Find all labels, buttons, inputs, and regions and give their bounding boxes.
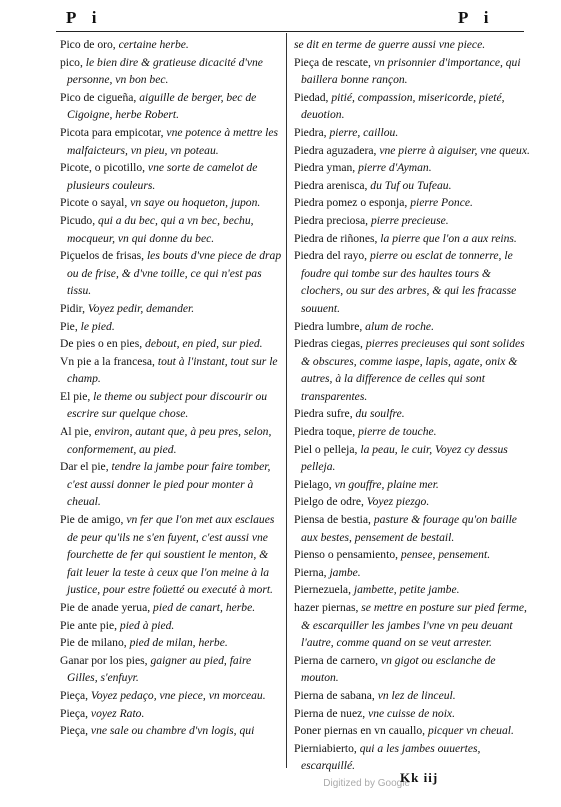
entry-headword: Pie de anade yerua, — [60, 601, 151, 614]
entry-definition: la peau, le cuir, Voyez cy dessus pelleja. — [301, 442, 508, 474]
entry-headword: Piçuelos de frisas, — [60, 249, 145, 263]
entry-headword: Piedra arenisca, — [294, 178, 368, 192]
entry-headword: Picote o sayal, — [60, 196, 128, 210]
entry-definition: picquer vn cheual. — [427, 724, 514, 738]
dictionary-entry — [294, 36, 532, 54]
entry-definition: le theme ou subject pour discourir ou escrire sur quelque chose. — [67, 389, 268, 421]
entry-headword: Pieça de rescate, — [294, 55, 371, 69]
dictionary-entry — [60, 634, 282, 652]
dictionary-entry — [294, 722, 532, 740]
entry-headword: Piedra yman, — [294, 161, 356, 175]
entry-headword: Pierna de carnero, — [294, 653, 379, 667]
dictionary-entry — [60, 599, 282, 617]
entry-definition: vne sale ou chambre d'vn logis, qui — [90, 724, 255, 738]
dictionary-entry — [294, 476, 532, 494]
entry-headword: Piensa de bestia, — [294, 513, 371, 527]
entry-headword: Vn pie a la francesa, — [60, 354, 155, 368]
dictionary-entry — [294, 493, 532, 511]
dictionary-entry — [294, 194, 532, 212]
entry-headword: Pie ante pie, — [60, 618, 117, 632]
dictionary-entry — [294, 124, 532, 142]
entry-definition: vn lez de linceul. — [377, 688, 456, 702]
entry-headword: Piedra del rayo, — [294, 249, 368, 263]
dictionary-entry — [60, 423, 282, 458]
entry-definition: tendre la jambe pour faire tomber, c'est aussi donner le pied pour monter à cheual. — [67, 460, 271, 509]
dictionary-entry — [60, 511, 282, 599]
entry-headword: De pies o en pies, — [60, 337, 143, 351]
entry-definition: vne potence à mettre les malfaicteurs, vn pieu, vn poteau. — [67, 125, 279, 157]
dictionary-entry — [294, 705, 532, 723]
entry-headword: Pierniabierto, — [294, 741, 357, 755]
dictionary-entry — [60, 36, 282, 54]
right-column — [294, 36, 532, 775]
column-divider — [286, 33, 287, 768]
entry-headword: Piedras ciegas, — [294, 337, 363, 351]
dictionary-entry — [60, 159, 282, 194]
dictionary-entry — [60, 687, 282, 705]
entry-definition: vne sorte de camelot de plusieurs couleurs. — [67, 161, 258, 192]
entry-definition: alum de roche. — [365, 319, 434, 333]
entry-headword: Piedra pomez o esponja, — [294, 196, 408, 210]
entry-definition: pitié, compassion, misericorde, pieté, deuotion. — [301, 90, 505, 122]
entry-headword: Piedra toque, — [294, 425, 356, 439]
dictionary-entry — [294, 423, 532, 441]
entry-headword: Pieça, — [60, 706, 89, 720]
entry-definition: vn gigot ou esclanche de mouton. — [301, 653, 496, 685]
entry-headword: Pierna de nuez, — [294, 706, 366, 720]
entry-definition: qui a du bec, qui a vn bec, bechu, mocqueur, vn qui donne du bec. — [67, 213, 254, 245]
entry-headword: Piel o pelleja, — [294, 442, 358, 456]
dictionary-entry — [294, 212, 532, 230]
entry-headword: Pie, — [60, 319, 78, 333]
entry-headword: Pienso o pensamiento, — [294, 548, 399, 562]
digitized-note: Digitized by Google — [323, 778, 410, 789]
entry-definition: pierre ou esclat de tonnerre, le foudre qui tombe sur des haultes tours & clochers, ou sur des arbres, & qui les fracasse souuent. — [301, 249, 517, 315]
entry-headword: Pielgo de odre, — [294, 495, 364, 509]
entry-headword: pico, — [60, 55, 83, 69]
dictionary-entry — [60, 652, 282, 687]
entry-definition: voyez Rato. — [90, 706, 145, 720]
entry-definition: jambette, petite jambe. — [353, 583, 460, 597]
dictionary-entry — [60, 124, 282, 159]
dictionary-entry — [60, 617, 282, 635]
entry-definition: aiguille de berger, bec de Cigoigne, herbe Robert. — [67, 90, 257, 122]
entry-headword: Piedra sufre, — [294, 407, 353, 421]
dictionary-entry — [294, 159, 532, 177]
entry-headword: Pieça, — [60, 724, 89, 738]
entry-headword: Piedra lumbre, — [294, 319, 363, 333]
header-left: P i — [66, 8, 103, 27]
dictionary-entry — [60, 335, 282, 353]
entry-headword: Picote, o picotillo, — [60, 161, 146, 175]
dictionary-entry — [294, 142, 532, 160]
entry-definition: vne cuisse de noix. — [368, 706, 455, 720]
dictionary-entry — [294, 335, 532, 405]
entry-definition: pasture & fourage qu'on baille aux bestes, pensement de bestail. — [301, 513, 517, 544]
entry-definition: jambe. — [329, 565, 361, 579]
entry-definition: pensee, pensement. — [400, 548, 491, 562]
dictionary-entry — [294, 89, 532, 124]
dictionary-entry — [294, 441, 532, 476]
dictionary-entry — [294, 230, 532, 248]
entry-definition: pierre d'Ayman. — [358, 161, 432, 175]
entry-definition: qui a les jambes ouuertes, escarquillé. — [301, 741, 481, 773]
entry-headword: Piedad, — [294, 90, 329, 104]
left-column — [60, 36, 282, 740]
entry-headword: Pie de milano, — [60, 636, 127, 650]
entry-headword: Picota para empicotar, — [60, 125, 164, 139]
entry-definition: vn prisonnier d'importance, qui baillera bonne rançon. — [301, 55, 521, 87]
entry-definition: se dit en terme de guerre aussi vne piece. — [294, 38, 486, 51]
dictionary-entry — [60, 212, 282, 247]
entry-definition: environ, autant que, à peu pres, selon, conformement, au pied. — [67, 425, 272, 456]
entry-definition: la pierre que l'on a aux reins. — [380, 231, 517, 245]
entry-definition: pierre de touche. — [358, 425, 437, 439]
entry-headword: Pico de cigueña, — [60, 90, 137, 104]
dictionary-entry — [294, 511, 532, 546]
entry-definition: pied à pied. — [119, 618, 175, 632]
entry-definition: le pied. — [80, 319, 115, 333]
dictionary-entry — [60, 54, 282, 89]
entry-definition: pierre precieuse. — [370, 213, 449, 227]
dictionary-entry — [294, 581, 532, 599]
entry-headword: Picudo, — [60, 213, 96, 227]
entry-headword: Al pie, — [60, 425, 92, 439]
dictionary-entry — [294, 546, 532, 564]
entry-headword: El pie, — [60, 389, 91, 403]
entry-headword: Pico de oro, — [60, 38, 116, 51]
dictionary-entry — [294, 652, 532, 687]
entry-headword: Piedra aguzadera, — [294, 143, 377, 157]
entry-headword: Piedra de riñones, — [294, 231, 378, 245]
entry-definition: tout à l'instant, tout sur le champ. — [67, 354, 278, 386]
dictionary-entry — [60, 247, 282, 300]
entry-definition: gaigner au pied, faire Gilles, s'enfuyr. — [67, 653, 252, 685]
entry-definition: pierres precieuses qui sont solides & obscures, comme iaspe, lapis, agate, onix & autres, à la difference de celles qui sont transparentes. — [301, 337, 525, 403]
entry-definition: vne pierre à aiguiser, vne queux. — [379, 143, 530, 157]
signature-mark: Kk iij — [400, 770, 439, 785]
entry-headword: hazer piernas, — [294, 601, 359, 614]
entry-definition: du soulfre. — [355, 407, 405, 421]
entry-definition: Voyez pedaço, vne piece, vn morceau. — [90, 688, 266, 702]
entry-headword: Poner piernas en vn cauallo, — [294, 724, 426, 738]
dictionary-entry — [294, 247, 532, 317]
entry-headword: Pierna de sabana, — [294, 688, 375, 702]
dictionary-entry — [60, 89, 282, 124]
dictionary-entry — [60, 353, 282, 388]
dictionary-entry — [294, 687, 532, 705]
dictionary-entry — [60, 705, 282, 723]
entry-headword: Pierna, — [294, 565, 327, 579]
dictionary-entry — [60, 318, 282, 336]
dictionary-entry — [294, 54, 532, 89]
entry-headword: Pieça, — [60, 688, 89, 702]
entry-definition: certaine herbe. — [118, 38, 189, 51]
header-rule — [56, 31, 524, 32]
dictionary-entry — [60, 300, 282, 318]
entry-definition: debout, en pied, sur pied. — [145, 337, 263, 351]
entry-definition: Voyez piezgo. — [366, 495, 430, 509]
dictionary-entry — [294, 318, 532, 336]
entry-definition: le bien dire & gratieuse dicacité d'vne personne, vn bon bec. — [67, 55, 263, 87]
entry-definition: se mettre en posture sur pied ferme, & escarquiller les jambes l'vne vn peu deuant l'autre, comme quand on se veut arrester. — [301, 601, 527, 650]
entry-definition: vn gouffre, plaine mer. — [334, 477, 439, 491]
entry-headword: Pidir, — [60, 301, 85, 315]
entry-definition: pierre, caillou. — [329, 125, 399, 139]
dictionary-entry — [60, 388, 282, 423]
dictionary-entry — [60, 194, 282, 212]
entry-headword: Pie de amigo, — [60, 513, 124, 527]
entry-headword: Dar el pie, — [60, 460, 109, 474]
dictionary-entry — [294, 177, 532, 195]
entry-headword: Piedra preciosa, — [294, 213, 369, 227]
entry-definition: vn fer que l'on met aux esclaues de peur qu'ils ne s'en fuyent, c'est aussi vne fourchette de fer qui soustient le menton, & fait leuer la teste à ceux que l'on meine à la justice, pour estre foüetté ou executé à mort. — [67, 513, 275, 597]
entry-headword: Piernezuela, — [294, 583, 351, 597]
entry-headword: Ganar por los pies, — [60, 653, 148, 667]
dictionary-entry — [60, 458, 282, 511]
entry-headword: Pielago, — [294, 477, 332, 491]
dictionary-entry — [294, 405, 532, 423]
dictionary-entry — [294, 599, 532, 652]
header-right: P i — [458, 8, 495, 27]
entry-definition: Voyez pedir, demander. — [87, 301, 195, 315]
entry-definition: du Tuf ou Tufeau. — [370, 178, 452, 192]
entry-definition: pierre Ponce. — [410, 196, 473, 210]
dictionary-entry — [294, 564, 532, 582]
entry-definition: les bouts d'vne piece de drap ou de frise, & d'vne toille, ce qui n'est pas tissu. — [67, 249, 282, 298]
entry-definition: pied de milan, herbe. — [129, 636, 228, 650]
entry-definition: pied de canart, herbe. — [153, 601, 256, 614]
dictionary-entry — [60, 722, 282, 740]
entry-definition: vn saye ou hoqueton, jupon. — [130, 196, 261, 210]
entry-headword: Piedra, — [294, 125, 327, 139]
